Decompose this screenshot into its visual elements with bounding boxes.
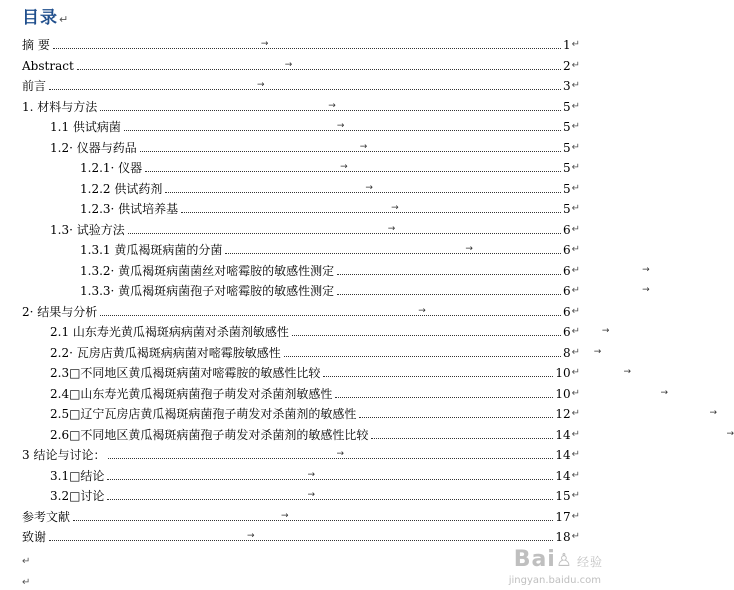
toc-entry[interactable] [22,299,580,319]
toc-entry-page: 1 [562,38,571,52]
toc-entry-label: 2.4□山东寿光黄瓜褐斑病菌孢子萌发对杀菌剂敏感性 [50,386,333,401]
dot-leader [337,285,650,295]
toc-entry-label: 1.3.2· 黄瓜褐斑病菌菌丝对嘧霉胺的敏感性测定 [80,263,335,278]
toc-title-text: 目录 [22,8,58,28]
toc-entry[interactable] [22,442,580,462]
toc-title [22,3,69,28]
dot-leader [77,59,561,70]
toc-entry-page: 10 [555,366,571,380]
toc-entry[interactable] [80,155,580,175]
pilcrow-mark: ↵ [571,39,580,50]
tab-arrow-icon: → [593,346,602,357]
toc-entry-label: 2.3□不同地区黄瓜褐斑病菌对嘧霉胺的敏感性比较 [50,366,321,380]
pilcrow-mark: ↵ [571,490,580,501]
pilcrow-mark: ↵ [571,244,580,255]
toc-entry[interactable] [22,504,580,524]
pilcrow-mark: ↵ [22,556,31,567]
dot-leader [128,223,561,234]
baidu-watermark-logo: Bai♙ 经验 [513,547,603,572]
toc-entry-label: 2.6□不同地区黄瓜褐斑病菌孢子萌发对杀菌剂的敏感性比较 [50,427,369,442]
pilcrow-mark: ↵ [59,13,70,26]
toc-entry-label: 3.2□讨论 [50,489,105,503]
pilcrow-mark: ↵ [571,182,580,194]
toc-entry-label: Abstract [22,58,74,73]
tab-arrow-icon: → [260,39,269,49]
toc-entry[interactable] [22,53,580,73]
toc-entry[interactable] [80,196,580,216]
toc-entry-page: 2 [562,58,571,73]
toc-entry-page: 5 [562,202,571,216]
dot-leader [124,121,561,131]
toc-entry[interactable] [50,340,602,360]
toc-entry-label: 1.2.2 供试药剂 [80,181,163,196]
dot-leader [100,305,561,316]
toc-entry-page: 6 [562,304,571,319]
dot-leader [49,80,561,90]
toc-entry-label: 1.2.1· 仪器 [80,161,143,175]
toc-entry[interactable] [50,463,580,483]
toc-entry-page: 6 [562,222,571,237]
tab-arrow-icon: → [391,203,399,213]
toc-entry[interactable] [50,401,717,421]
toc-entry-page: 6 [562,284,571,298]
pilcrow-mark: ↵ [571,141,580,153]
toc-entry[interactable] [80,278,650,298]
tab-arrow-icon: → [365,182,373,193]
dot-leader [107,469,553,480]
toc-entry-page: 6 [562,243,571,257]
baidu-watermark-url: jingyan.baidu.com [508,575,601,586]
dot-leader [49,531,553,541]
toc-entry-page: 12 [555,407,571,421]
toc-entry-page: 14 [555,427,571,442]
pilcrow-mark: ↵ [571,428,580,440]
toc-entry-page: 5 [562,120,571,134]
pilcrow-mark: ↵ [571,387,580,399]
tab-arrow-icon: → [601,326,610,336]
pilcrow-mark: ↵ [571,80,580,91]
dot-leader [100,100,561,111]
toc-entry-label: 摘 要 [22,38,50,52]
toc-entry-label: 1.1 供试病菌 [50,120,121,134]
pilcrow-mark: ↵ [571,305,580,317]
toc-entry-label: 1. 材料与方法 [22,99,98,114]
tab-arrow-icon: → [340,162,348,172]
pilcrow-mark: ↵ [571,203,580,214]
tab-arrow-icon: → [726,428,734,439]
toc-entry-page: 6 [562,263,571,278]
pilcrow-mark: ↵ [571,223,580,235]
toc-entry-page: 15 [555,489,571,503]
pilcrow-mark: ↵ [571,367,580,378]
toc-entry[interactable] [50,360,631,380]
tab-arrow-icon: → [465,244,473,254]
tab-arrow-icon: → [257,80,265,90]
pilcrow-mark: ↵ [22,577,31,588]
toc-entry[interactable] [80,258,650,278]
dot-leader [53,39,561,49]
tab-arrow-icon: → [642,264,650,275]
pilcrow-mark: ↵ [571,162,580,173]
tab-arrow-icon: → [709,408,717,418]
tab-arrow-icon: → [336,121,345,131]
toc-entry[interactable] [22,524,580,544]
tab-arrow-icon: → [336,449,344,459]
pilcrow-mark: ↵ [571,346,580,358]
dot-leader [145,162,561,172]
pilcrow-mark: ↵ [571,264,580,276]
toc-entry-page: 5 [562,99,571,114]
pilcrow-mark: ↵ [571,326,580,337]
toc-entry-label: 2.2· 瓦房店黄瓜褐斑病病菌对嘧霉胺敏感性 [50,345,281,360]
toc-entry-label: 1.2· 仪器与药品 [50,140,137,155]
dot-leader [73,510,553,521]
pilcrow-mark: ↵ [571,531,580,542]
tab-arrow-icon: → [359,141,368,152]
toc-entry[interactable] [50,319,610,339]
pilcrow-mark: ↵ [571,510,580,522]
toc-entry-page: 5 [562,181,571,196]
dot-leader [181,203,561,213]
toc-entry[interactable] [50,114,580,134]
toc-entry-label: 1.3.3· 黄瓜褐斑病菌孢子对嘧霉胺的敏感性测定 [80,284,335,298]
toc-entry-label: 2.5□辽宁瓦房店黄瓜褐斑病菌孢子萌发对杀菌剂的敏感性 [50,407,357,421]
pilcrow-mark: ↵ [571,121,580,132]
tab-arrow-icon: → [247,531,255,541]
toc-entry-page: 14 [555,468,571,483]
toc-entry-page: 5 [562,161,571,175]
toc-entry-page: 8 [562,345,571,360]
tab-arrow-icon: → [642,285,650,295]
pilcrow-mark: ↵ [571,59,580,71]
dot-leader [337,264,650,275]
dot-leader [165,182,561,193]
toc-entry-label: 致谢 [22,530,47,544]
toc-entry-label: 1.3· 试验方法 [50,222,125,237]
toc-entry-label: 1.2.3· 供试培养基 [80,202,179,216]
toc-entry-label: 3 结论与讨论： [22,448,106,462]
toc-entry-page: 6 [562,325,571,339]
toc-entry-page: 3 [562,79,571,93]
toc-entry[interactable] [22,73,580,93]
tab-arrow-icon: → [307,490,315,500]
dot-leader [140,141,561,152]
toc-entry[interactable] [50,381,668,401]
toc-entry-label: 1.3.1 黄瓜褐斑病菌的分菌 [80,243,223,257]
toc-entry[interactable] [50,135,580,155]
tab-arrow-icon: → [307,469,315,480]
toc-entry-label: 2.1 山东寿光黄瓜褐斑病病菌对杀菌剂敏感性 [50,325,289,339]
dot-leader [284,346,602,357]
toc-entry-page: 17 [555,509,571,524]
toc-entry-label: 前言 [22,79,47,93]
toc-entry[interactable] [22,94,580,114]
dot-leader [225,244,561,254]
pilcrow-mark: ↵ [571,100,580,112]
tab-arrow-icon: → [418,305,426,316]
toc-entry-label: 参考文献 [22,509,71,524]
toc-entry-page: 14 [555,448,571,462]
tab-arrow-icon: → [284,59,293,70]
tab-arrow-icon: → [623,367,631,377]
toc-entry-label: 2· 结果与分析 [22,304,98,319]
tab-arrow-icon: → [387,223,396,234]
tab-arrow-icon: → [281,510,289,521]
dot-leader [108,449,553,459]
toc-entry[interactable] [50,422,734,442]
pilcrow-mark: ↵ [571,408,580,419]
toc-entry-page: 18 [555,530,571,544]
pilcrow-mark: ↵ [571,469,580,481]
toc-entry[interactable] [80,176,580,196]
toc-entry-page: 10 [555,386,571,401]
dot-leader [107,490,553,500]
dot-leader [292,326,610,336]
toc-entry-label: 3.1□结论 [50,468,105,483]
toc-entry-page: 5 [562,140,571,155]
toc-entry[interactable] [22,32,580,52]
tab-arrow-icon: → [328,100,336,111]
toc-entry[interactable] [50,483,580,503]
toc-entry[interactable] [50,217,580,237]
toc-entry[interactable] [80,237,580,257]
tab-arrow-icon: → [660,387,668,398]
pilcrow-mark: ↵ [571,285,580,296]
pilcrow-mark: ↵ [571,449,580,460]
